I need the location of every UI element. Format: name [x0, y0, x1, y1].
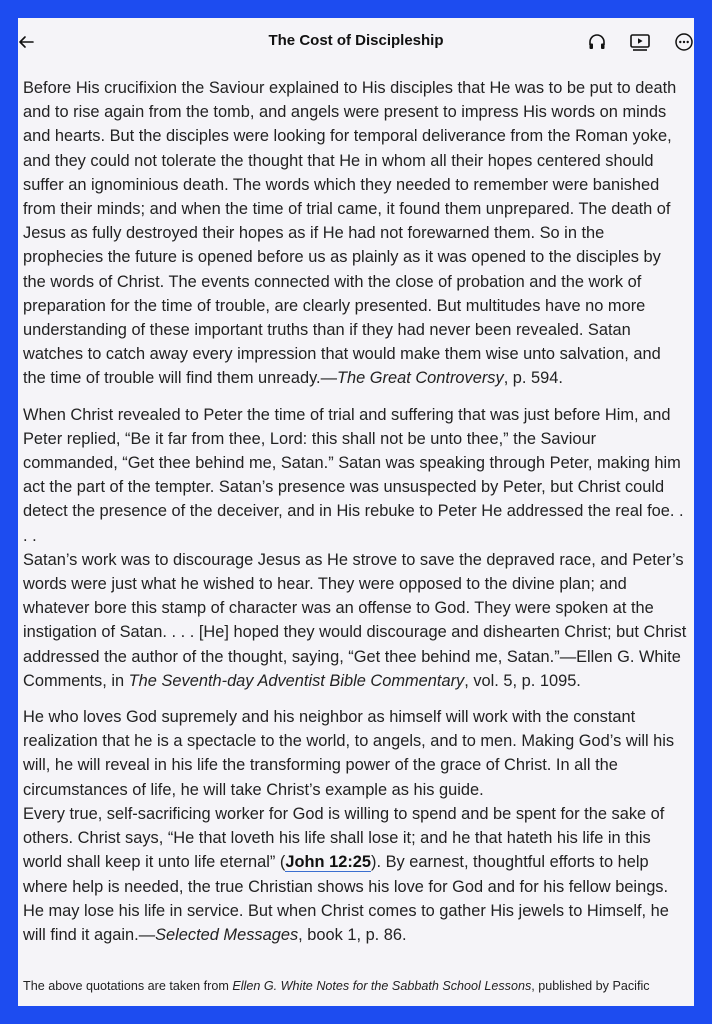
footnote [23, 977, 687, 995]
reader-window [18, 18, 694, 1006]
paragraph-3 [23, 548, 687, 693]
footnote-text: , published by Pacific [531, 979, 650, 993]
lesson-content [23, 76, 687, 959]
source-reference: , book 1, p. 86. [298, 925, 407, 944]
top-bar [18, 18, 694, 68]
paragraph-4 [23, 705, 687, 802]
play-video-icon [629, 32, 651, 52]
source-title: The Great Controversy [337, 369, 504, 388]
more-options-icon [674, 32, 694, 52]
source-title: The Seventh-day Adventist Bible Commentary [128, 671, 465, 690]
audio-button[interactable] [585, 30, 609, 54]
paragraph-text: When Christ revealed to Peter the time of trial and suffering that was just before Him, and Peter replied, “Be it far from thee, Lord: this shall not be unto thee,” the Saviour commanded, “Get thee behind me, Satan.” Satan was speaking through Peter, making him act the part of the tempter. Satan’s presence was unsuspected by Peter, but Christ could detect the presence of the deceiver, and in His rebuke to Peter He addressed the real foe. . . . [23, 405, 684, 545]
source-reference: , vol. 5, p. 1095. [464, 671, 581, 690]
paragraph-text: Satan’s work was to discourage Jesus as He strove to save the depraved race, and Peter’s words were just what he wished to hear. They were opposed to the divine plan; and whatever bore this stamp of character was an offense to God. They were spoken at the instigation of Satan. . . . [He] hoped they would discourage and dishearten Christ; but Christ addressed the author of the thought, saying, “Get thee behind me, Satan.”—Ellen G. White Comments, in [23, 550, 687, 690]
bible-reference-link[interactable]: John 12:25 [285, 853, 372, 872]
more-options-button[interactable] [672, 30, 694, 54]
footnote-source: Ellen G. White Notes for the Sabbath School Lessons [232, 979, 532, 993]
source-title: Selected Messages [155, 925, 299, 944]
paragraph-1 [23, 76, 687, 391]
video-button[interactable] [628, 30, 652, 54]
paragraph-text: He who loves God supremely and his neighbor as himself will work with the constant realization that he is a spectacle to the world, to angels, and to men. Making God’s will his will, he will reveal in his life the transforming power of the grace of Christ. In all the circumstances of life, he will take Christ’s example as his guide. [23, 708, 675, 799]
headphones-icon [587, 32, 607, 52]
paragraph-text: ). By earnest, thoughtful efforts to help where help is needed, the true Christian shows his love for God and for his fellow beings. He may lose his life in service. But when Christ comes to gather His jewels to Himself, he will find it again.— [23, 853, 669, 944]
page-title: The Cost of Discipleship [268, 32, 444, 49]
paragraph-text: Every true, self-sacrificing worker for God is willing to spend and be spent for the sake of others. Christ says, “He that loveth his life shall lose it; and he that hateth his life in this world shall keep it unto life eternal” ( [23, 804, 665, 872]
footnote-text: The above quotations are taken from [23, 979, 233, 993]
source-reference: , p. 594. [503, 369, 563, 388]
paragraph-5 [23, 802, 687, 947]
paragraph-2 [23, 403, 687, 548]
paragraph-text: Before His crucifixion the Saviour explained to His disciples that He was to be put to death and to rise again from the tomb, and angels were present to impress His words on minds and hearts. But the disciples were looking for temporal deliverance from the Roman yoke, and they could not tolerate the thought that He in whom all their hopes centered should suffer an ignominious death. The words which they needed to remember were banished from their minds; and when the time of trial came, it found them unprepared. The death of Jesus as fully destroyed their hopes as if He had not forewarned them. So in the prophecies the future is opened before us as plainly as it was opened to the disciples by the words of Christ. The events connected with the close of probation and the work of preparation for the time of trouble, are clearly presented. But multitudes have no more understanding of these important truths than if they had never been revealed. Satan watches to catch away every impression that would make them wise unto salvation, and the time of trouble will find them unready.— [23, 79, 677, 388]
